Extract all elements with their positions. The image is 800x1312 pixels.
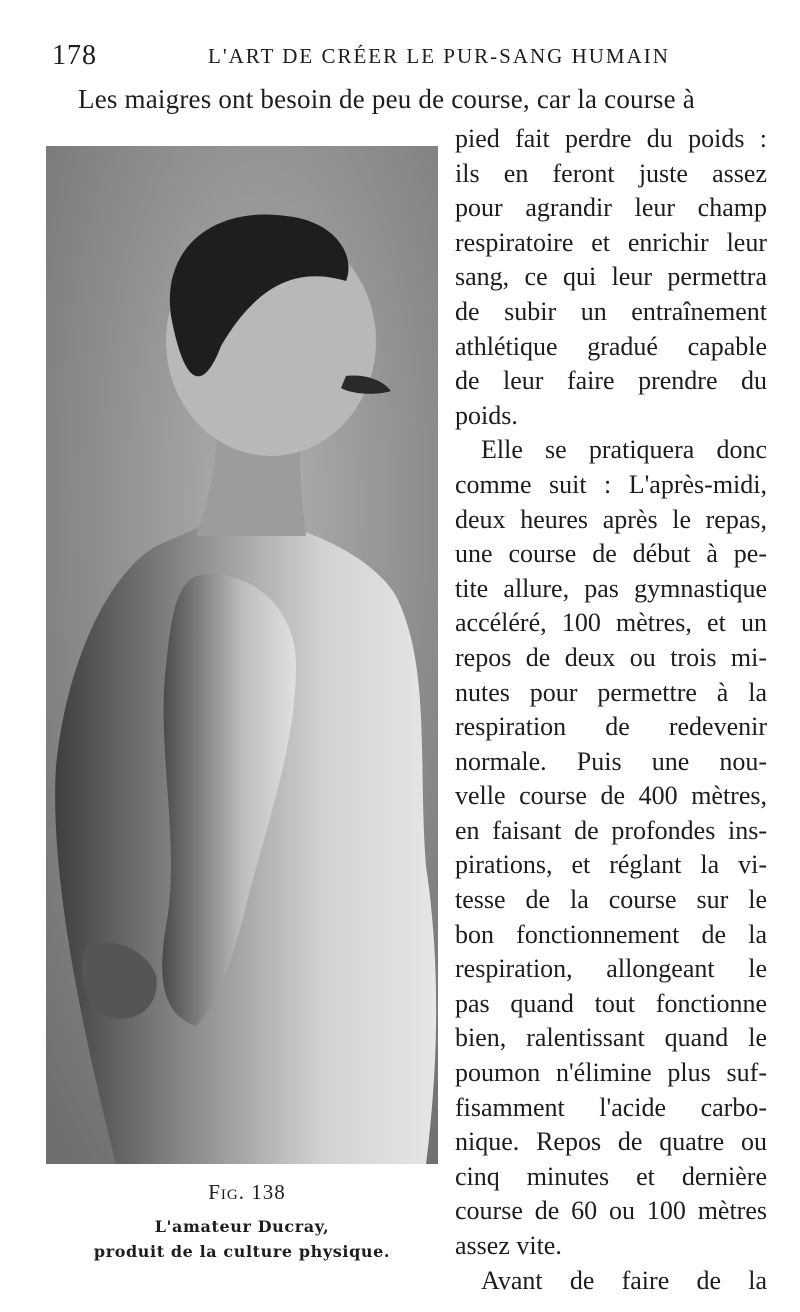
text-line: comme suit : L'après-midi,	[455, 469, 767, 499]
figure-photograph	[46, 146, 438, 1164]
text-line: tite allure, pas gymnastique	[455, 573, 767, 603]
text-line: fisamment l'acide carbo-	[455, 1092, 767, 1122]
paragraph-start-line: Avant de faire de la	[481, 1265, 767, 1295]
text-line: respiratoire et enrichir leur	[455, 227, 767, 257]
text-line: de leur faire prendre du	[455, 366, 767, 396]
page-number: 178	[52, 40, 97, 71]
text-line: en faisant de profondes ins-	[455, 815, 767, 845]
caption-line-2: produit de la culture physique.	[93, 1242, 391, 1261]
text-line: ils en feront juste assez	[455, 158, 767, 188]
text-line: pirations, et réglant la vi-	[455, 850, 767, 880]
text-line: velle course de 400 mètres,	[455, 781, 767, 811]
caption-line-1: L'amateur Ducray,	[154, 1217, 330, 1236]
first-text-line: Les maigres ont besoin de peu de course, car la course à	[78, 84, 695, 114]
text-line: pour agrandir leur champ	[455, 193, 767, 223]
man-in-profile-photo	[46, 146, 438, 1164]
text-line: assez vite.	[455, 1231, 562, 1260]
paragraph-start-line: Elle se pratiquera donc	[481, 435, 767, 465]
text-line: de subir un entraînement	[455, 296, 767, 326]
text-line: poumon n'élimine plus suf-	[455, 1058, 767, 1088]
running-head	[40, 36, 760, 72]
text-line: accéléré, 100 mètres, et un	[455, 608, 767, 638]
running-title: L'ART DE CRÉER LE PUR-SANG HUMAIN	[208, 44, 670, 68]
text-line: course de 60 ou 100 mètres	[455, 1196, 767, 1226]
text-line: bien, ralentissant quand le	[455, 1023, 767, 1053]
text-line: une course de début à pe-	[455, 539, 767, 569]
text-line: nique. Repos de quatre ou	[455, 1127, 767, 1157]
text-line: respiration de redevenir	[455, 712, 767, 742]
text-line: poids.	[455, 400, 518, 430]
text-line: nutes pour permettre à la	[455, 677, 767, 707]
text-line: pas quand tout fonctionne	[455, 988, 767, 1018]
text-line: bon fonctionnement de la	[455, 919, 767, 949]
text-line: cinq minutes et dernière	[455, 1161, 767, 1191]
text-line: tesse de la course sur le	[455, 885, 767, 915]
text-line: pied fait perdre du poids :	[455, 124, 767, 153]
text-line: repos de deux ou trois mi-	[455, 642, 767, 672]
text-line: athlétique gradué capable	[455, 331, 767, 361]
text-line: normale. Puis une nou-	[455, 746, 767, 776]
text-line: respiration, allongeant le	[455, 954, 767, 984]
text-column	[455, 122, 767, 1298]
figure-caption	[46, 1180, 438, 1261]
text-line: sang, ce qui leur permettra	[455, 262, 767, 292]
figure-label: Fig. 138	[208, 1180, 286, 1204]
text-line: deux heures après le repas,	[455, 504, 767, 534]
